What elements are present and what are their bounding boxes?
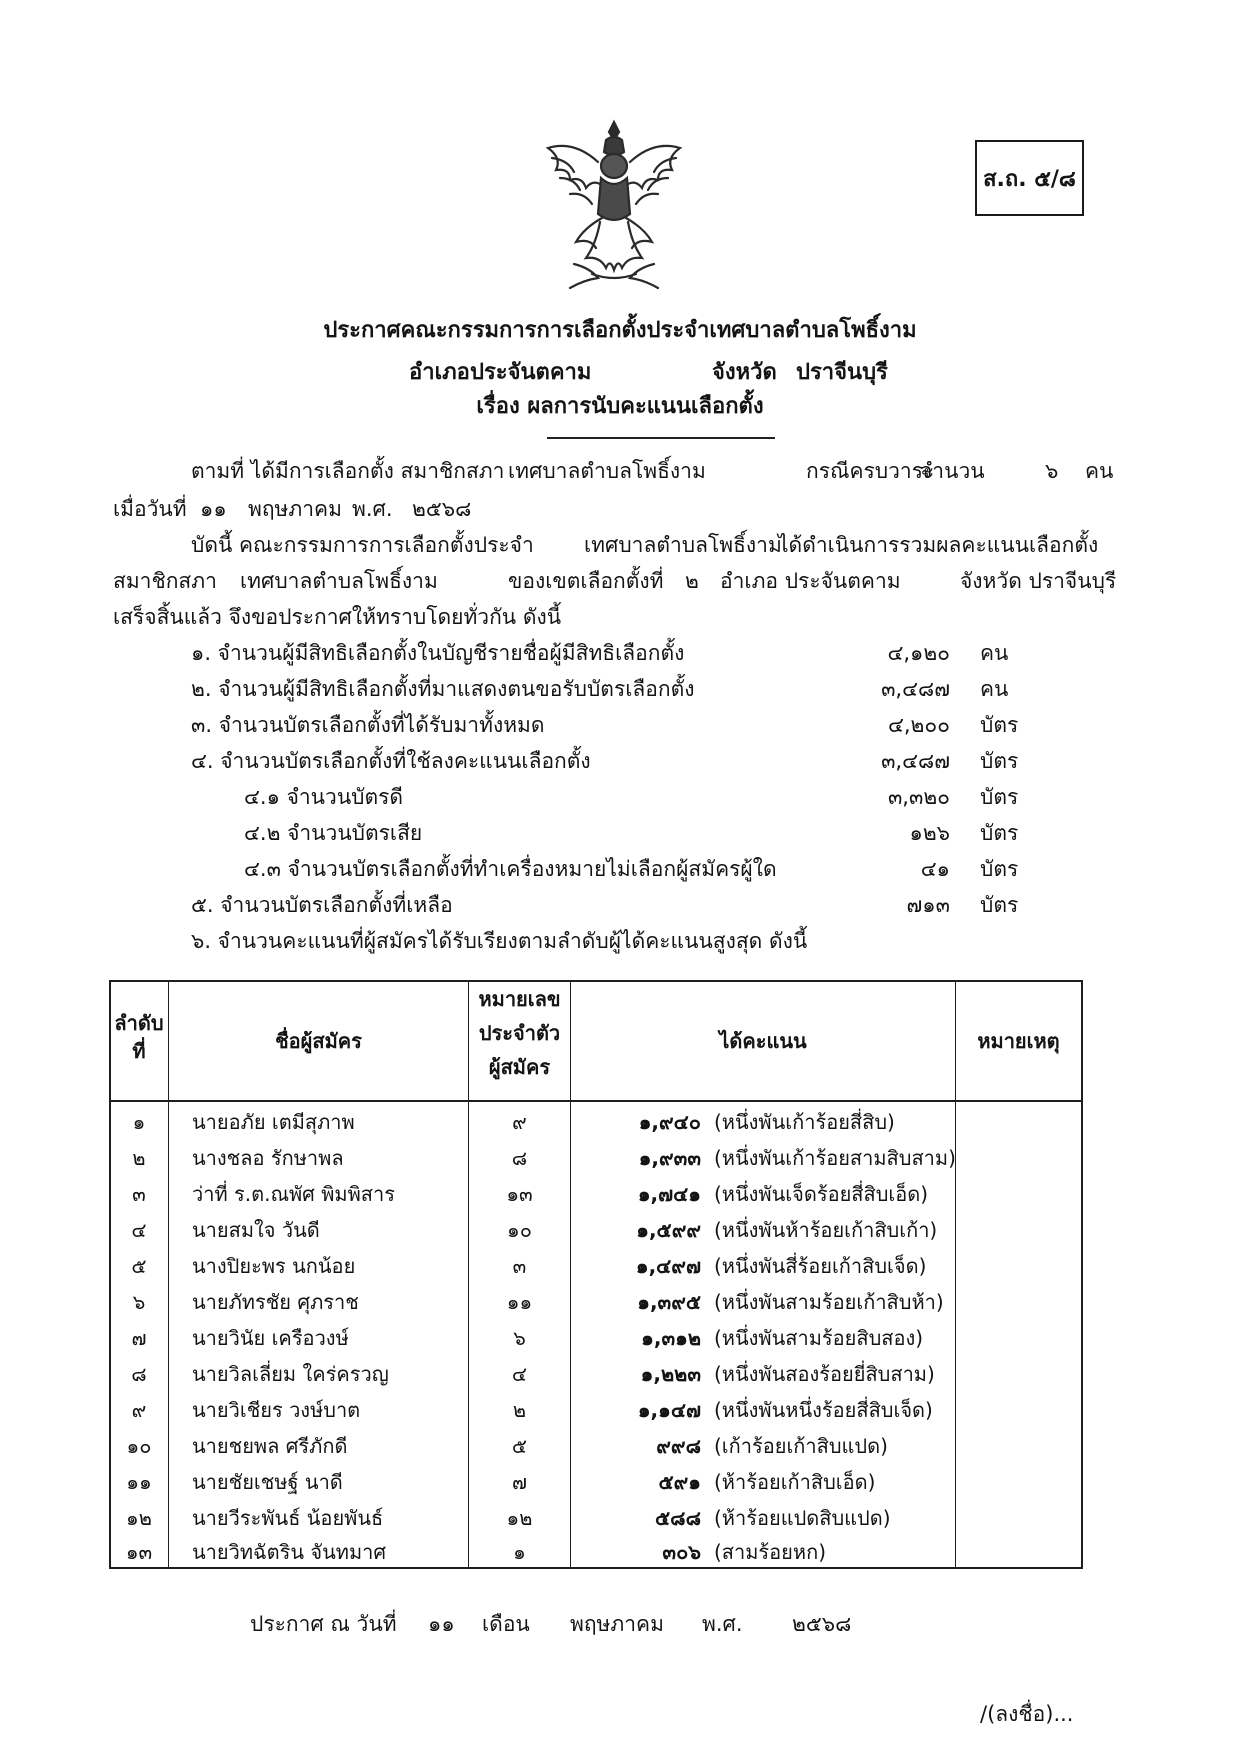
header-number: หมายเลข [478,987,561,1011]
date-month: พฤษภาคม [248,497,342,521]
row-rank: ๑๓ [125,1540,153,1564]
row-score-words: (ห้าร้อยแปดสิบแปด) [714,1506,891,1530]
row-score-words: (หนึ่งพันสี่ร้อยเก้าสิบเจ็ด) [714,1254,927,1278]
intro-case: กรณีครบวาระ [806,459,935,483]
row-score-words: (หนึ่งพันเก้าร้อยสามสิบสาม) [714,1146,956,1170]
para3-province: จังหวัด ปราจีนบุรี [960,569,1117,593]
date-year: ๒๕๖๘ [412,497,472,521]
row-score-words: (หนึ่งพันสามร้อยเก้าสิบห้า) [714,1290,944,1314]
intro-count-unit: คน [1085,459,1114,483]
row-number: ๔ [511,1362,528,1386]
summary-unit: บัตร [980,857,1019,881]
intro-count-label: จำนวน [920,459,985,483]
row-score: ๑,๗๔๑ [637,1182,701,1206]
row-score-words: (เก้าร้อยเก้าสิบแปด) [714,1434,888,1458]
row-score: ๑,๑๔๗ [637,1398,701,1422]
para2-prefix: บัดนี้ คณะกรรมการการเลือกตั้งประจำ [191,533,534,557]
intro-municipality: เทศบาลตำบลโพธิ์งาม [508,459,706,483]
para3-zone-label: ของเขตเลือกตั้งที่ [508,569,664,593]
row-name: นางปิยะพร นกน้อย [192,1254,356,1278]
title-province-label: จังหวัด [712,360,777,385]
row-rank: ๙ [131,1398,147,1422]
summary-value: ๓,๓๒๐ [887,785,950,809]
header-name: ชื่อผู้สมัคร [275,1029,362,1053]
row-rank: ๕ [131,1254,147,1278]
row-score: ๕๘๘ [655,1506,701,1530]
row-name: นายวิลเลี่ยม ใคร่ครวญ [192,1362,389,1386]
summary-unit: บัตร [980,821,1019,845]
row-name: นายชัยเชษฐ์ นาดี [192,1470,343,1494]
para3-district: อำเภอ ประจันตคาม [720,569,901,593]
title-district: ประจันตคาม [470,360,592,385]
row-name: นายภัทรชัย ศุภราช [192,1290,359,1314]
date-era: พ.ศ. [352,497,393,521]
row-score: ๑,๙๔๐ [638,1110,701,1134]
row-rank: ๔ [131,1218,147,1242]
row-number: ๑๓ [506,1182,533,1206]
footer-month-label: เดือน [482,1612,530,1636]
row-name: นางชลอ รักษาพล [192,1146,344,1170]
row-score: ๑,๓๑๒ [641,1326,701,1350]
header-remark: หมายเหตุ [977,1029,1060,1053]
row-score-words: (หนึ่งพันสองร้อยยี่สิบสาม) [714,1362,935,1386]
row-number: ๘ [511,1146,528,1170]
summary-label: ๓. จำนวนบัตรเลือกตั้งที่ได้รับมาทั้งหมด [191,713,545,737]
row-rank: ๗ [131,1326,147,1350]
row-name: นายชยพล ศรีภักดี [192,1434,348,1458]
summary-value: ๔,๑๒๐ [887,641,950,665]
footer-month: พฤษภาคม [570,1612,664,1636]
summary-label: ๑. จำนวนผู้มีสิทธิเลือกตั้งในบัญชีรายชื่อผู้มีสิทธิเลือกตั้ง [191,641,685,665]
row-score-words: (สามร้อยหก) [714,1540,826,1564]
summary-unit: บัตร [980,893,1019,917]
row-score-words: (หนึ่งพันห้าร้อยเก้าสิบเก้า) [714,1218,938,1242]
form-code-badge: ส.ถ. ๕/๘ [975,140,1084,216]
summary-label: ๕. จำนวนบัตรเลือกตั้งที่เหลือ [191,893,453,917]
row-number: ๕ [511,1434,528,1458]
summary-unit: บัตร [980,713,1019,737]
row-score: ๑,๔๙๗ [635,1254,701,1278]
row-number: ๙ [512,1110,527,1134]
footer-day: ๑๑ [428,1612,455,1636]
title-province: ปราจีนบุรี [796,360,888,385]
summary-unit: บัตร [980,785,1019,809]
para2-action: ได้ดำเนินการรวมผลคะแนนเลือกตั้ง [778,533,1099,557]
summary-label: ๔.๓ จำนวนบัตรเลือกตั้งที่ทำเครื่องหมายไม่เลือกผู้สมัครผู้ใด [244,857,777,881]
row-number: ๑๑ [506,1290,533,1314]
intro-prefix: ตามที่ ได้มีการเลือกตั้ง สมาชิกสภา [191,459,505,483]
summary-value: ๔๑ [920,857,950,881]
row-number: ๑๒ [506,1506,533,1530]
row-number: ๖ [513,1326,526,1350]
row-score: ๑,๓๙๕ [637,1290,701,1314]
row-number: ๒ [512,1398,527,1422]
summary-value: ๓,๔๘๗ [881,749,950,773]
intro-count: ๖ [1045,459,1059,483]
row-rank: ๒ [132,1146,146,1170]
row-rank: ๘ [131,1362,147,1386]
row-score: ๙๙๘ [656,1434,701,1458]
row-name: นายอภัย เตมีสุภาพ [192,1110,355,1134]
header-number-2: ประจำตัว [478,1021,561,1045]
row-name: นายวิทฉัตริน จันทมาศ [192,1540,387,1564]
row-score-words: (ห้าร้อยเก้าสิบเอ็ด) [714,1470,876,1494]
row-name: นายวินัย เครือวงษ์ [192,1326,349,1350]
para2-municipality: เทศบาลตำบลโพธิ์งาม [584,533,782,557]
footer-year: ๒๕๖๘ [792,1612,852,1636]
row-score: ๑,๕๙๙ [636,1218,701,1242]
row-score-words: (หนึ่งพันสามร้อยสิบสอง) [714,1326,924,1350]
header-number-3: ผู้สมัคร [488,1055,551,1079]
para3-municipality: เทศบาลตำบลโพธิ์งาม [240,569,438,593]
para4: เสร็จสิ้นแล้ว จึงขอประกาศให้ทราบโดยทั่วกัน ดังนี้ [113,605,562,629]
garuda-emblem-icon [540,118,688,292]
row-name: นายสมใจ วันดี [192,1218,320,1242]
date-label: เมื่อวันที่ [113,497,187,521]
title-line: ประกาศคณะกรรมการการเลือกตั้งประจำเทศบาลตำบลโพธิ์งาม [323,318,917,343]
row-number: ๑ [513,1540,526,1564]
row-name: นายวิเชียร วงษ์บาต [192,1398,361,1422]
row-name: ว่าที่ ร.ต.ณพัศ พิมพิสาร [192,1182,395,1206]
summary-label: ๔. จำนวนบัตรเลือกตั้งที่ใช้ลงคะแนนเลือกตั้ง [191,749,591,773]
header-score: ได้คะแนน [719,1029,807,1053]
title-underline [547,437,775,439]
row-score: ๑,๙๓๓ [638,1146,701,1170]
row-rank: ๑๐ [126,1434,152,1458]
row-rank: ๓ [132,1182,146,1206]
row-score-words: (หนึ่งพันเก้าร้อยสี่สิบ) [714,1110,895,1134]
summary-label: ๒. จำนวนผู้มีสิทธิเลือกตั้งที่มาแสดงตนขอรับบัตรเลือกตั้ง [191,677,695,701]
row-number: ๑๐ [507,1218,532,1242]
para3-zone: ๒ [685,569,699,593]
row-rank: ๑๒ [126,1506,152,1530]
row-rank: ๑๑ [126,1470,152,1494]
summary-value: ๗๑๓ [906,893,950,917]
summary-value: ๓,๔๘๗ [881,677,950,701]
row-number: ๓ [512,1254,527,1278]
row-score: ๕๙๑ [658,1470,701,1494]
summary-unit: คน [980,677,1009,701]
signature-note: /(ลงชื่อ)... [980,1702,1074,1726]
footer-era: พ.ศ. [702,1612,743,1636]
row-score-words: (หนึ่งพันเจ็ดร้อยสี่สิบเอ็ด) [714,1182,929,1206]
date-day: ๑๑ [200,497,227,521]
summary-unit: บัตร [980,749,1019,773]
para3-prefix: สมาชิกสภา [113,569,217,593]
summary-value: ๔,๒๐๐ [887,713,950,737]
row-score: ๑,๒๒๓ [640,1362,701,1386]
header-rank-2: ที่ [132,1039,146,1063]
footer-announced: ประกาศ ณ วันที่ [250,1612,397,1636]
row-rank: ๑ [132,1110,146,1134]
row-score: ๓๐๖ [662,1540,701,1564]
row-rank: ๖ [132,1290,146,1314]
summary-label: ๔.๒ จำนวนบัตรเสีย [244,821,423,845]
summary-label: ๔.๑ จำนวนบัตรดี [244,785,404,809]
title-subject: เรื่อง ผลการนับคะแนนเลือกตั้ง [476,394,764,419]
summary-unit: คน [980,641,1009,665]
row-number: ๗ [511,1470,528,1494]
header-rank: ลำดับ [114,1011,164,1035]
title-district-label: อำเภอ [409,360,470,385]
item6-label: ๖. จำนวนคะแนนที่ผู้สมัครได้รับเรียงตามลำดับผู้ได้คะแนนสูงสุด ดังนี้ [191,929,808,953]
row-score-words: (หนึ่งพันหนึ่งร้อยสี่สิบเจ็ด) [714,1398,933,1422]
summary-value: ๑๒๖ [909,821,950,845]
row-name: นายวีระพันธ์ น้อยพันธ์ [192,1506,384,1530]
